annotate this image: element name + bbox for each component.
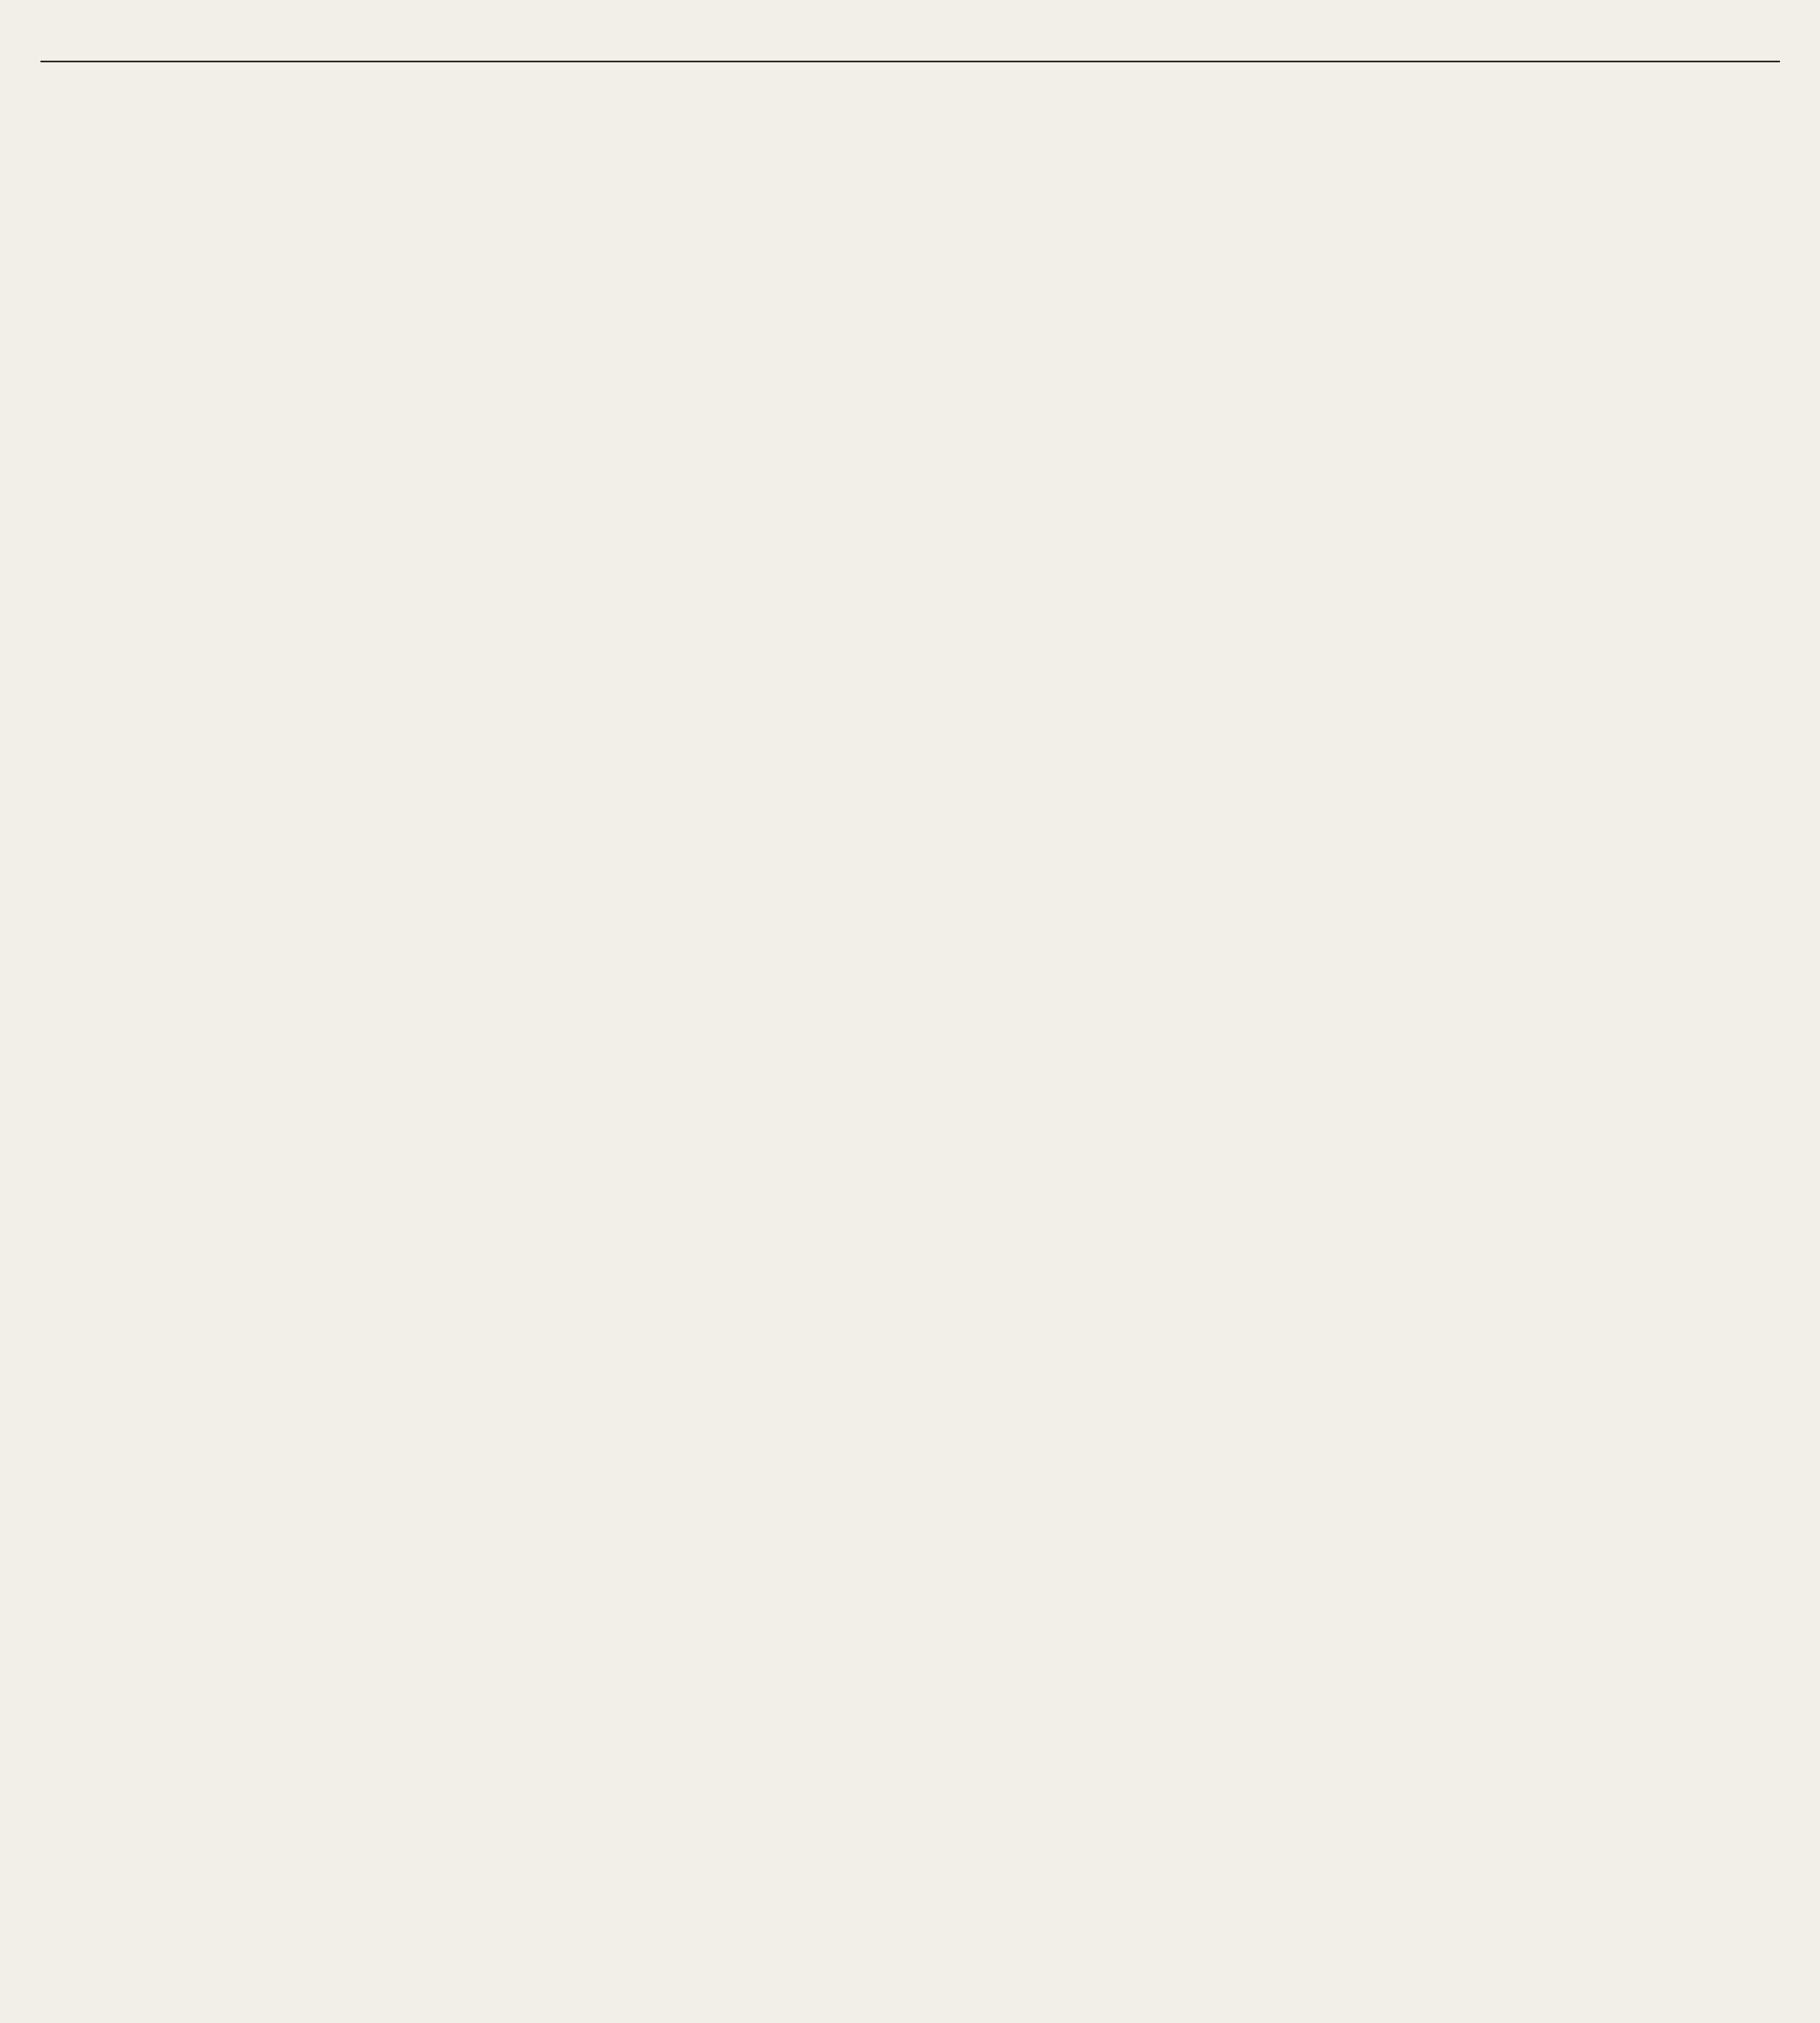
news-columns xyxy=(40,69,1780,2023)
masthead-rule xyxy=(40,61,1780,62)
